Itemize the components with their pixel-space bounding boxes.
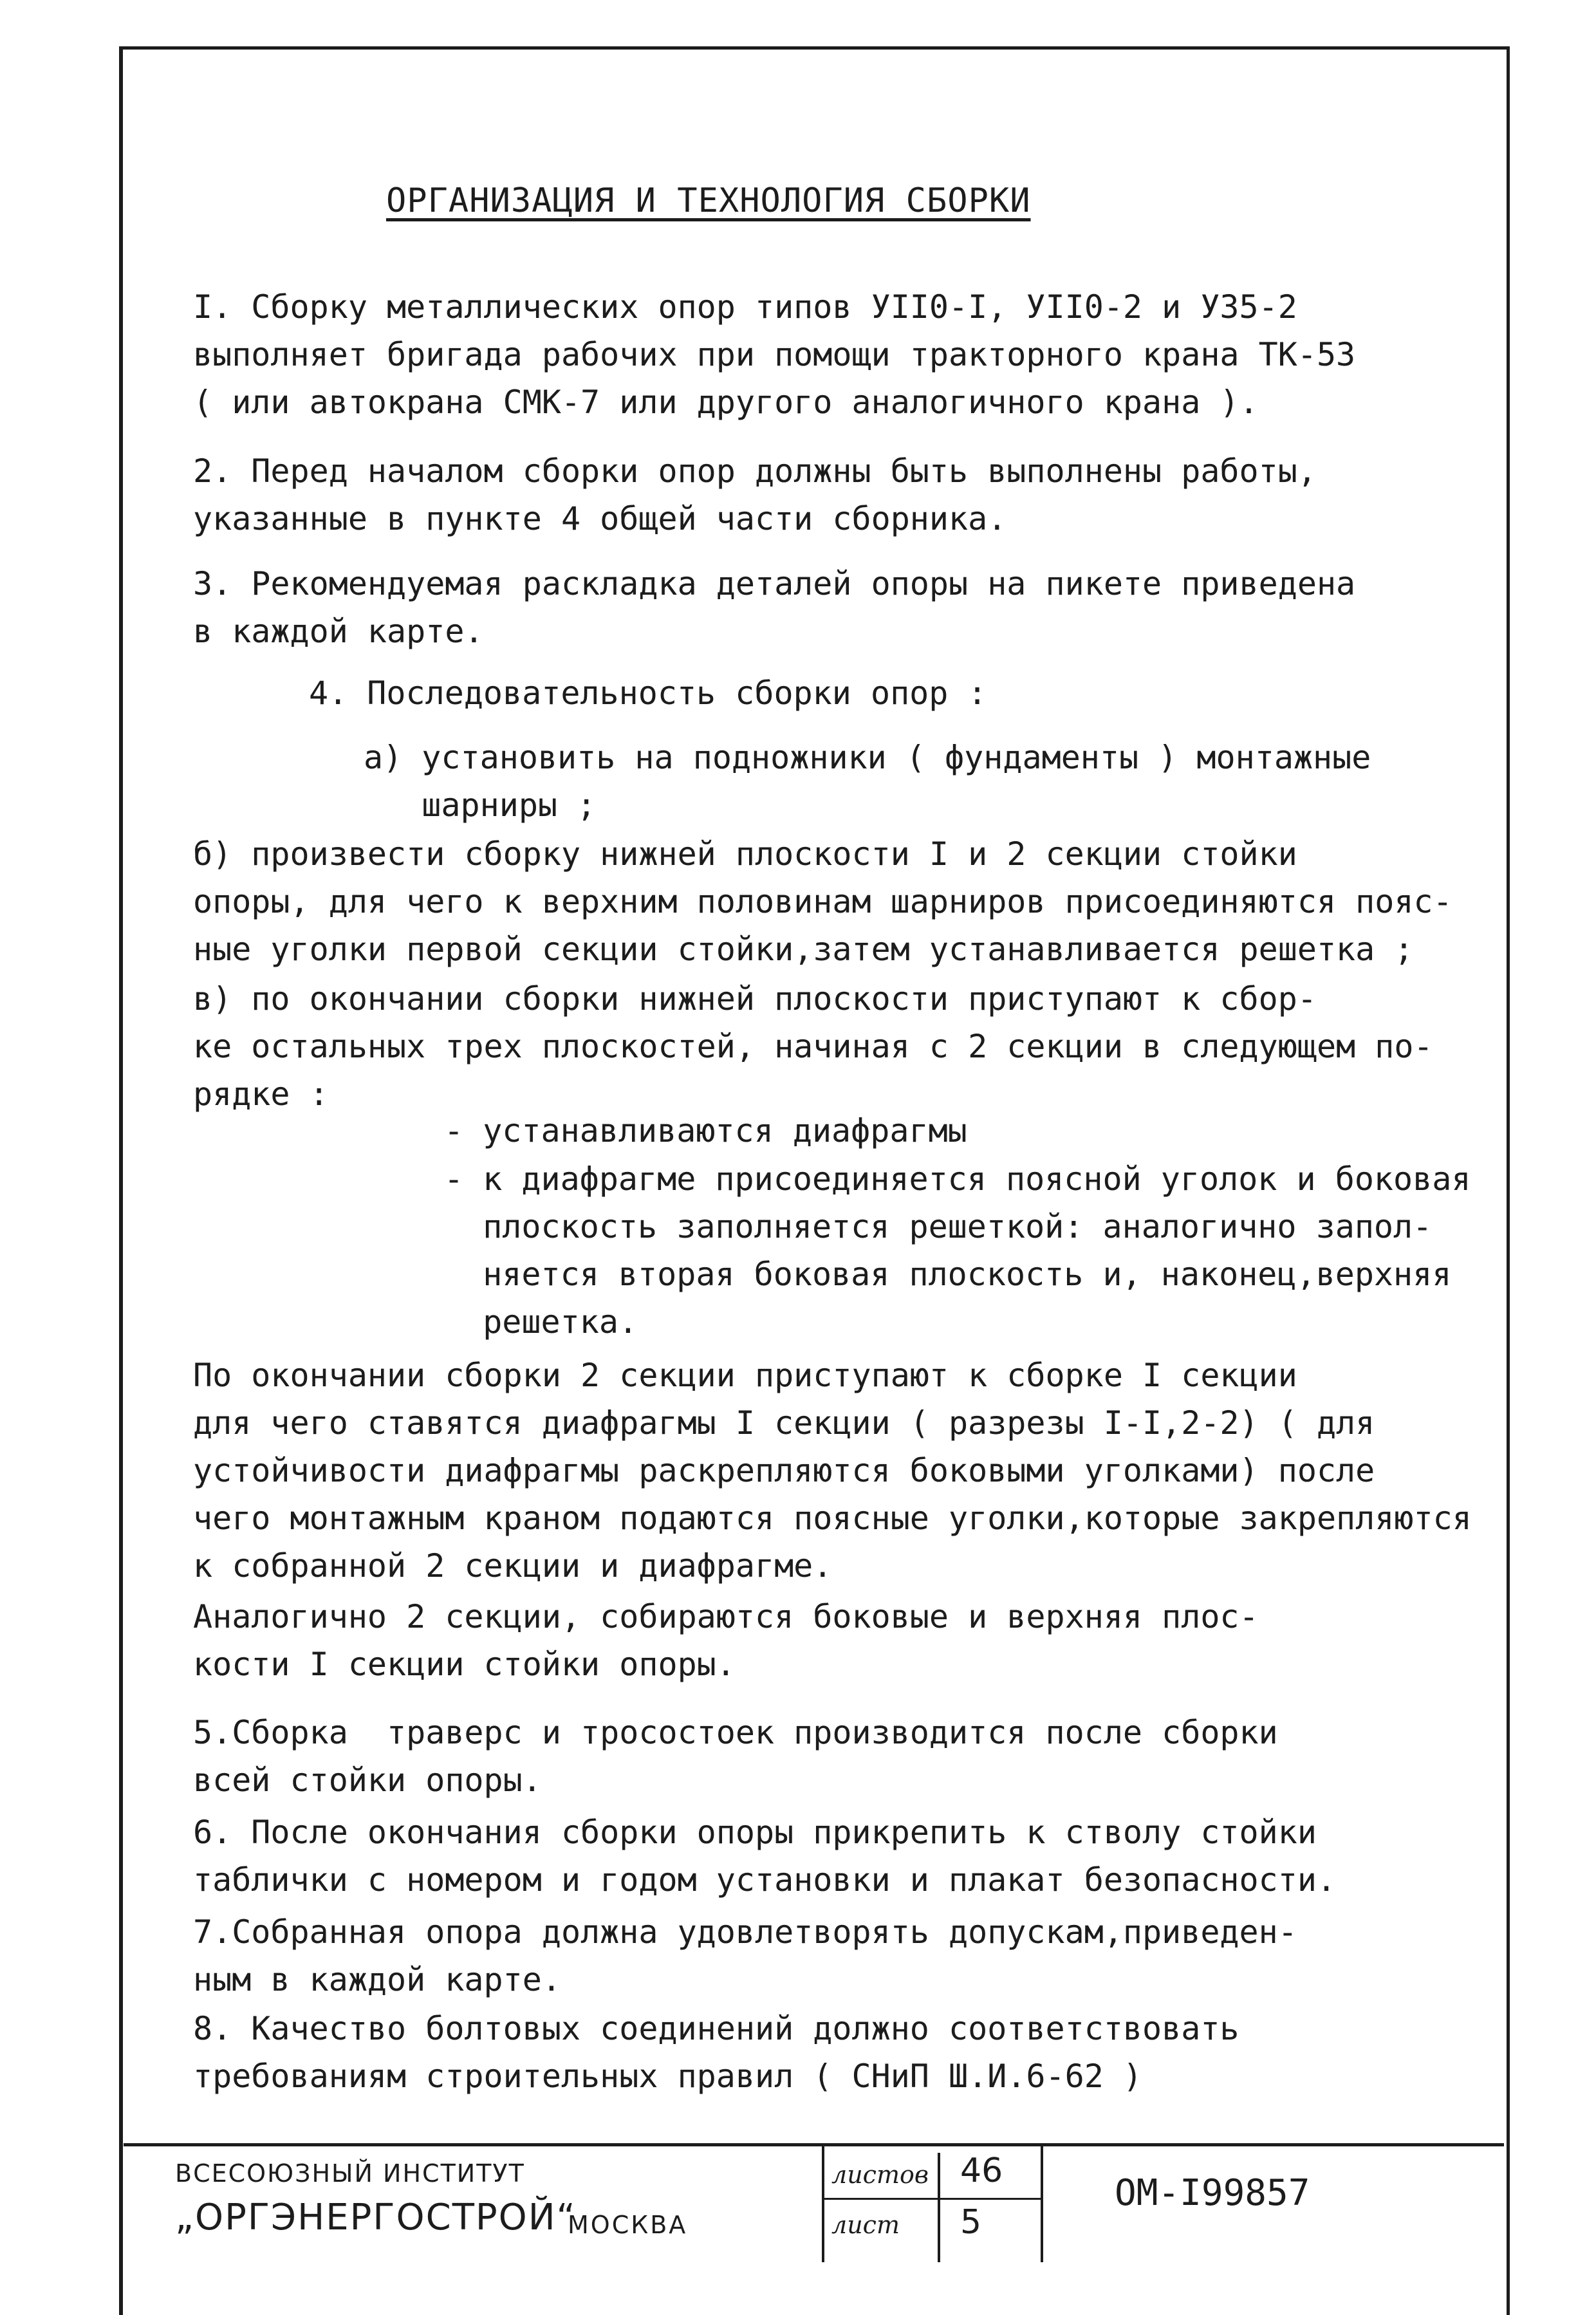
dash-item-2: - к диафрагме присоединяется поясной уголок и боковая плоскость заполняется решеткой: аналогично запол- няется вторая боковая плоскость и, наконец,верхняя решетка. [444,1160,1471,1341]
document-code: ОМ-I99857 [1115,2172,1310,2214]
sheet-number: 5 [960,2203,982,2242]
paragraph-5: По окончании сборки 2 секции приступают к сборке I секции для чего ставятся диафрагмы I секции ( разрезы I-I,2-2) ( для устойчивости диафрагмы раскрепляются боковыми уголками) после чего монтажным краном подаются поясные уголки,которые закрепляются к собранной 2 секции и диафрагме. [193,1357,1472,1585]
stamp-divider [822,2146,824,2262]
stamp-divider [1041,2146,1043,2262]
institute-name: „ОРГЭНЕРГОСТРОЙ“ [175,2197,577,2238]
list-item-a: а) установить на подножники ( фундаменты ) монтажные шарниры ; [364,739,1371,824]
paragraph-9: 7.Собранная опора должна удовлетворять допускам,приведен- ным в каждой карте. [193,1913,1297,1998]
paragraph-4: 4. Последовательность сборки опор : [309,674,987,712]
paragraph-6: Аналогично 2 секции, собираются боковые и верхняя плос- кости I секции стойки опоры. [193,1598,1259,1683]
paragraph-10: 8. Качество болтовых соединений должно соответствовать требованиям строительных правил ( СНиП Ш.И.6-62 ) [193,2010,1239,2095]
list-item-v: в) по окончании сборки нижней плоскости приступают к сбор- ке остальных трех плоскостей, начиная с 2 секции в следующем по- рядке : [193,980,1433,1113]
paragraph-7: 5.Сборка траверс и тросостоек производится после сборки всей стойки опоры. [193,1714,1278,1799]
paragraph-2: 2. Перед началом сборки опор должны быть выполнены работы, указанные в пункте 4 общей части сборника. [193,452,1317,537]
institute-line-1: ВСЕСОЮЗНЫЙ ИНСТИТУТ [175,2159,525,2188]
sheets-count: 46 [960,2152,1003,2190]
title-block [124,2143,1504,2262]
sheets-label: листов [831,2161,929,2189]
paragraph-3: 3. Рекомендуемая раскладка деталей опоры на пикете приведена в каждой карте. [193,565,1356,650]
stamp-divider [938,2153,940,2262]
paragraph-1: I. Сборку металлических опор типов УII0-I, УII0-2 и У35-2 выполняет бригада рабочих при помощи тракторного крана ТК-53 ( или автокрана СМК-7 или другого аналогичного крана ). [193,288,1356,421]
city-label: МОСКВА [568,2211,688,2239]
stamp-divider [822,2198,1041,2200]
list-item-b: б) произвести сборку нижней плоскости I и 2 секции стойки опоры, для чего к верхним половинам шарниров присоединяются пояс- ные уголки первой секции стойки,затем устанавливается решетка ; [193,835,1452,968]
sheet-label: лист [831,2211,900,2239]
paragraph-8: 6. После окончания сборки опоры прикрепить к стволу стойки таблички с номером и годом установки и плакат безопасности. [193,1814,1337,1899]
document-title: ОРГАНИЗАЦИЯ И ТЕХНОЛОГИЯ СБОРКИ [386,181,1031,220]
dash-item-1: - устанавливаются диафрагмы [444,1112,967,1149]
